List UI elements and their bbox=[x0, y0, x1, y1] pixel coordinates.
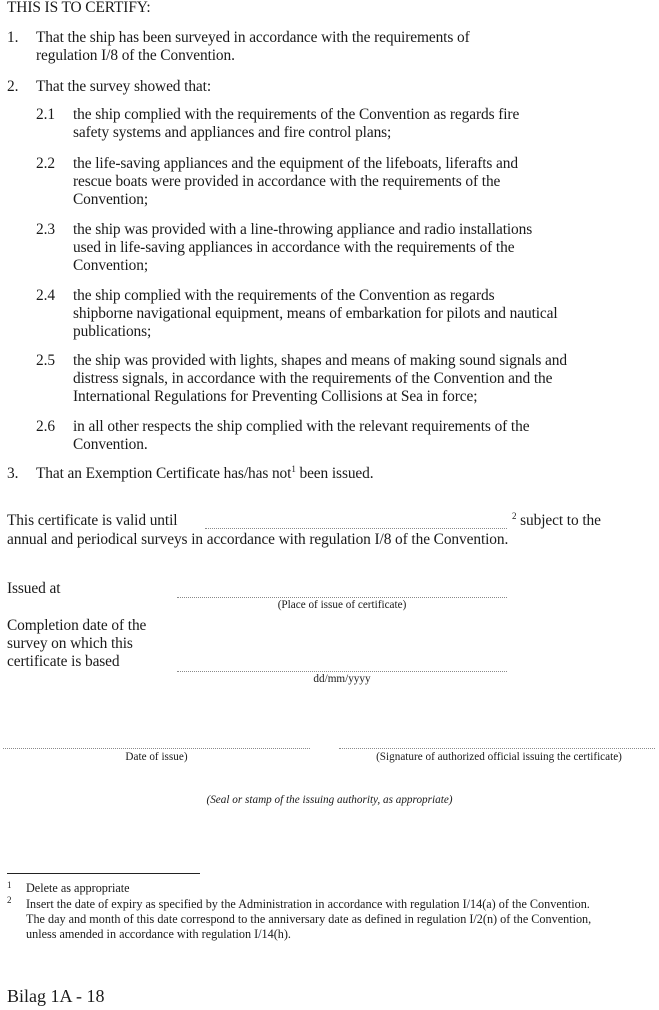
subitem-text-line: shipborne navigational equipment, means of embarkation for pilots and nautical bbox=[73, 305, 558, 322]
date-of-issue-field[interactable] bbox=[3, 748, 310, 749]
subitem-text-line: in all other respects the ship complied with the relevant requirements of the bbox=[73, 418, 530, 435]
completion-date-caption: dd/mm/yyyy bbox=[313, 673, 371, 685]
subitem-number: 2.2 bbox=[36, 155, 55, 172]
subitem-text-line: Convention. bbox=[73, 436, 148, 453]
subitem-number: 2.5 bbox=[36, 352, 55, 369]
subitem-text-line: used in life-saving appliances in accordance with the requirements of the bbox=[73, 239, 515, 256]
subitem-number: 2.1 bbox=[36, 106, 55, 123]
signature-field[interactable] bbox=[339, 748, 655, 749]
subitem-text-line: the life-saving appliances and the equipment of the lifeboats, liferafts and bbox=[73, 155, 518, 172]
page-label: Bilag 1A - 18 bbox=[7, 986, 105, 1006]
subitem-text-line: the ship complied with the requirements of the Convention as regards bbox=[73, 287, 495, 304]
validity-suffix-text: subject to the bbox=[516, 512, 601, 529]
exemption-text: That an Exemption Certificate has/has not bbox=[36, 465, 292, 482]
subitem-text-line: rescue boats were provided in accordance with the requirements of the bbox=[73, 173, 501, 190]
footnote-number: 1 bbox=[7, 880, 12, 890]
item-number: 3. bbox=[7, 465, 19, 482]
seal-caption: (Seal or stamp of the issuing authority, as appropriate) bbox=[206, 794, 453, 806]
subitem-text-line: the ship was provided with lights, shapes and means of making sound signals and bbox=[73, 352, 567, 369]
subitem-text-line: the ship was provided with a line-throwing appliance and radio installations bbox=[73, 221, 533, 238]
completion-label-line: Completion date of the bbox=[7, 617, 147, 634]
subitem-number: 2.3 bbox=[36, 221, 55, 238]
footnote-text-line: Delete as appropriate bbox=[26, 881, 130, 895]
item-number: 1. bbox=[7, 29, 19, 46]
valid-until-field[interactable] bbox=[205, 528, 507, 529]
footnote-text-line: unless amended in accordance with regulation I/14(h). bbox=[26, 927, 291, 941]
footnote-ref-1[interactable]: 1 bbox=[291, 464, 296, 474]
validity-label: This certificate is valid until bbox=[7, 512, 178, 529]
footnote-text-line: The day and month of this date correspond to the anniversary date as defined in regulation I/2(n) of the Convention, bbox=[26, 912, 592, 926]
validity-suffix bbox=[512, 512, 601, 530]
exemption-statement bbox=[36, 465, 374, 483]
subitem-text-line: publications; bbox=[73, 323, 152, 340]
validity-line-2: annual and periodical surveys in accordance with regulation I/8 of the Convention. bbox=[7, 531, 509, 548]
completion-label-line: certificate is based bbox=[7, 653, 120, 670]
footnote-number: 2 bbox=[7, 895, 12, 905]
item-number: 2. bbox=[7, 78, 19, 95]
subitem-text-line: Convention; bbox=[73, 191, 148, 208]
subitem-text-line: safety systems and appliances and fire control plans; bbox=[73, 124, 392, 141]
place-of-issue-caption: (Place of issue of certificate) bbox=[277, 599, 407, 611]
issued-at-label: Issued at bbox=[7, 580, 61, 597]
subitem-number: 2.6 bbox=[36, 418, 55, 435]
footnote-ref-2[interactable]: 2 bbox=[512, 511, 517, 521]
subitem-text-line: the ship complied with the requirements of the Convention as regards fire bbox=[73, 106, 520, 123]
item-text-line: That the ship has been surveyed in accordance with the requirements of bbox=[36, 29, 470, 46]
subitem-number: 2.4 bbox=[36, 287, 55, 304]
footnote-text-line: Insert the date of expiry as specified by the Administration in accordance with regulation I/14(a) of the Convention. bbox=[26, 897, 590, 911]
subitem-text-line: Convention; bbox=[73, 257, 148, 274]
completion-date-field[interactable] bbox=[177, 671, 507, 672]
item-text-line: regulation I/8 of the Convention. bbox=[36, 47, 235, 64]
item-text-line: That the survey showed that: bbox=[36, 78, 212, 95]
place-of-issue-field[interactable] bbox=[177, 597, 507, 598]
completion-label-line: survey on which this bbox=[7, 635, 133, 652]
certify-heading: THIS IS TO CERTIFY: bbox=[7, 0, 151, 16]
exemption-text-end: been issued. bbox=[295, 465, 374, 482]
signature-caption: (Signature of authorized official issuing the certificate) bbox=[376, 751, 622, 763]
subitem-text-line: distress signals, in accordance with the requirements of the Convention and the bbox=[73, 370, 553, 387]
footnote-separator bbox=[7, 873, 200, 874]
subitem-text-line: International Regulations for Preventing Collisions at Sea in force; bbox=[73, 388, 478, 405]
date-of-issue-caption: Date of issue) bbox=[125, 751, 188, 763]
